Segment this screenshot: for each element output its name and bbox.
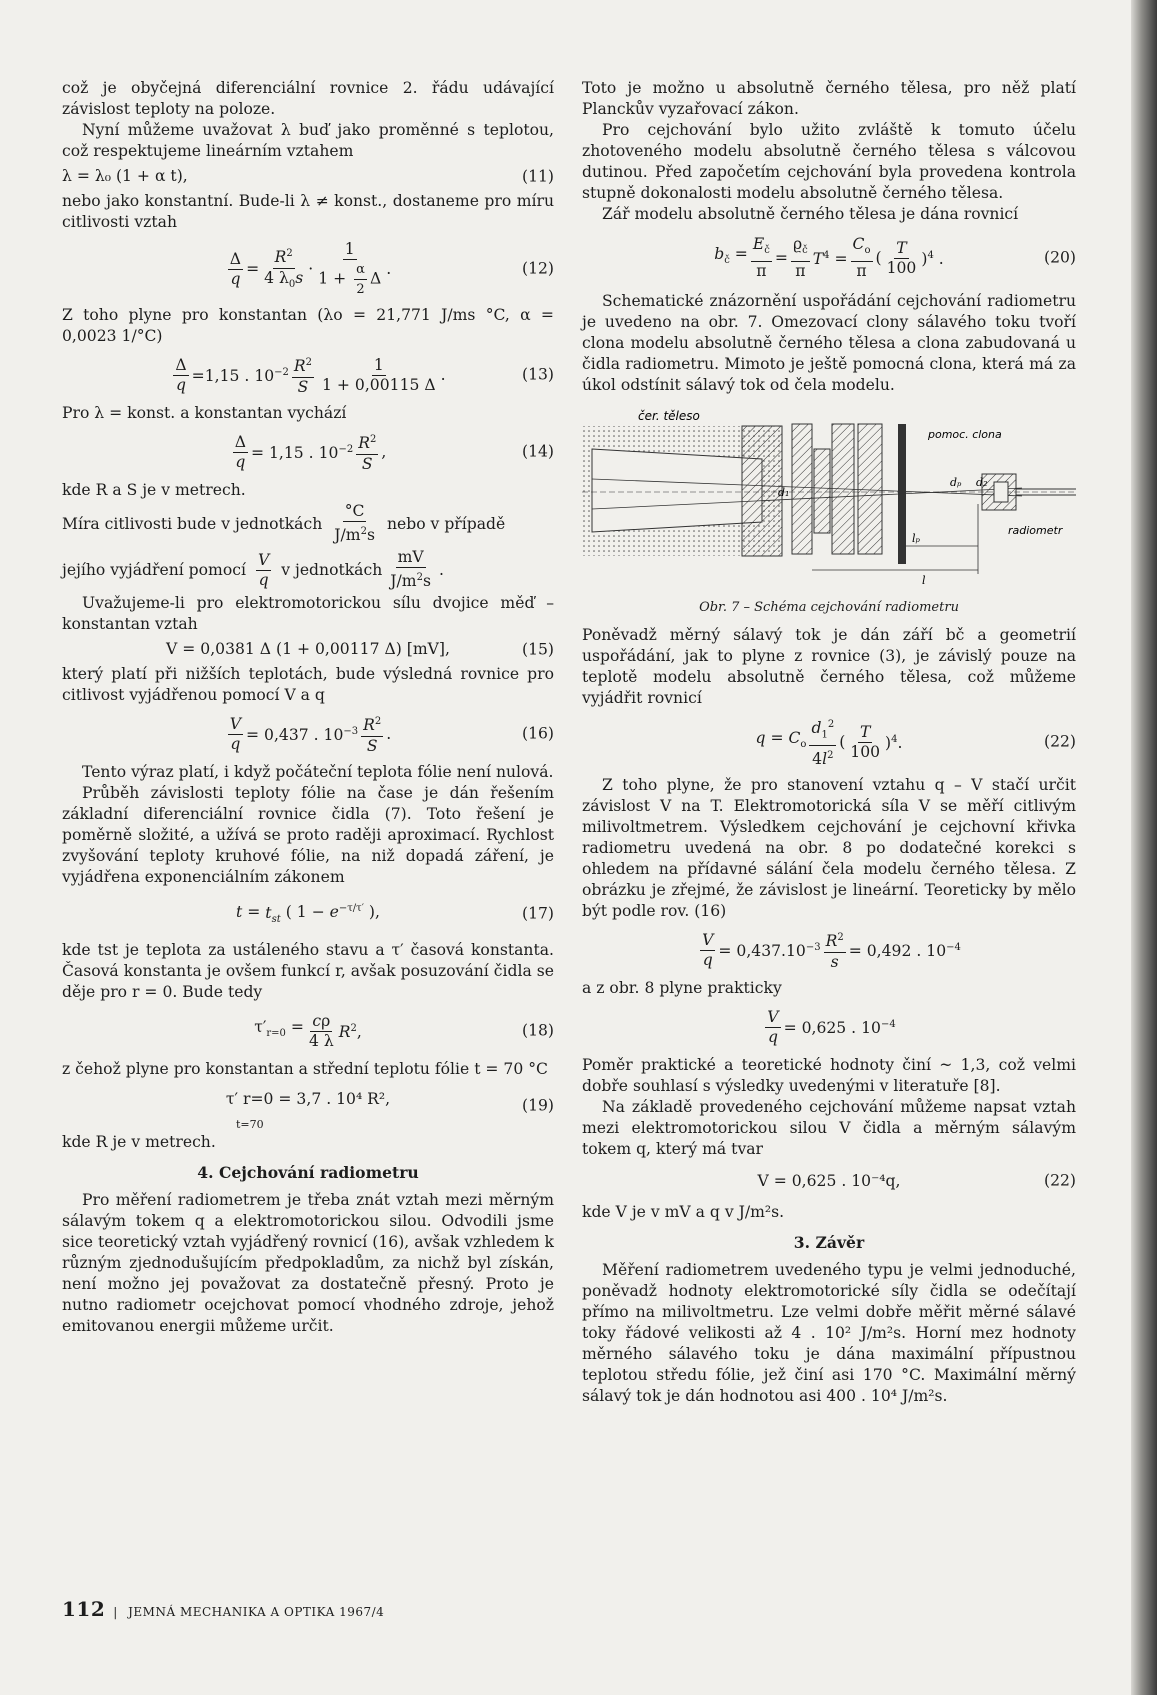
left-paragraph: kde tst je teplota za ustáleného stavu a τ′ časová konstanta. Časová konstanta je ovšem funkcí r, avšak posuzování čidla se děje pro r = 0. Bude tedy	[62, 941, 554, 1001]
calibration-schematic	[582, 404, 1076, 594]
equation-number: (18)	[521, 1021, 554, 1040]
left-paragraph: z čehož plyne pro konstantan a střední teplotu fólie t = 70 °C	[62, 1060, 548, 1078]
right-paragraph: Zář modelu absolutně černého tělesa je dána rovnicí	[602, 205, 1019, 223]
page-edge-shadow	[1131, 0, 1157, 1695]
right-paragraph: kde V je v mV a q v J/m²s.	[582, 1203, 785, 1221]
diaphragm-1	[792, 424, 812, 554]
black-body-wall	[742, 426, 782, 556]
label-radiometer: radiometr	[1008, 524, 1063, 537]
label-aux-diaphragm: pomoc. clona	[928, 428, 1002, 441]
left-paragraph: Z toho plyne pro konstantan (λo = 21,771 J/ms °C, α = 0,0023 1/°C)	[62, 306, 554, 345]
text: jejího vyjádření pomocí	[62, 561, 246, 579]
label-dp: dₚ	[950, 476, 962, 489]
equation-number: (22)	[1043, 732, 1076, 751]
right-paragraph: Měření radiometrem uvedeného typu je velmi jednoduché, poněvadž hodnoty elektromotorické síly čidla se odečítají přímo na milivoltmetru. Lze velmi dobře měřit měrné sálavé toky řádové velikosti až 4 . 10² J/m²s. Horní mez hodnoty měrného sálavého toku je dána maximální přípustnou teplotou středu fólie, jež činí asi 170 °C. Maximální měrný sálavý tok je dán hodnotou asi 400 . 10⁴ J/m²s.	[582, 1261, 1076, 1405]
equation-12: $\frac{\Delta}{q}$ = $\frac{R^2}{4 \lambda_0s}$ · 1 1 + $\frac{\alpha}{2}$ Δ . (12)	[229, 239, 554, 297]
text: Míra citlivosti bude v jednotkách	[62, 515, 323, 533]
equation-22a: $q = C_o$ $\frac{d_1^2}{4l^2}$ ( $\frac{T}{100}$ )$^4$. (22)	[582, 713, 1076, 771]
equation-practical: $\frac{V}{q}$ = 0,625 . $10^{-4}$	[767, 1007, 896, 1046]
equation-theoretical: $\frac{V}{q}$ = $0,437.10^{-3}$ $\frac{R^2}{s}$ = 0,492 . $10^{-4}$	[582, 926, 1076, 974]
diaphragm-4	[858, 424, 882, 554]
label-black-body: čer. těleso	[638, 409, 700, 423]
equation-text: τ′ r=0 = 3,7 . 10⁴ R²,	[225, 1089, 391, 1108]
radiometer-sensor	[994, 482, 1008, 502]
right-paragraph: Poměr praktické a teoretické hodnoty činí ~ 1,3, což velmi dobře souhlasí s výsledky uvedenými v literatuře [8].	[582, 1056, 1076, 1095]
equation-text: λ = λ₀ (1 + α t),	[62, 167, 188, 185]
right-paragraph: Schematické znázornění uspořádání cejchování radiometru je uvedeno na obr. 7. Omezovací clony sálavého toku tvoří clona modelu absolutně černého tělesa a clona zabudovaná u čidla radiometru. Mimoto je ještě pomocná clona, která má za úkol odstínit sálavý tok od čela modelu.	[582, 292, 1076, 394]
left-paragraph: Uvažujeme-li pro elektromotorickou sílu dvojice měď – konstantan vztah	[62, 594, 554, 633]
left-paragraph: nebo jako konstantní. Bude-li λ ≠ konst., dostaneme pro míru citlivosti vztah	[62, 192, 554, 231]
section-heading: 3. Závěr	[793, 1233, 865, 1252]
equation-15	[62, 639, 554, 660]
left-paragraph: Průběh závislosti teploty fólie na čase je dán řešením základní diferenciální rovnice čidla (7). Toto řešení je poměrně složité, a užívá se proto raději aproximací. Rychlost zvyšování teploty kruhové fólie, na niž dopadá záření, je vyjádřena exponenciálním zákonem	[62, 784, 554, 886]
equation-22b	[582, 1164, 1076, 1198]
equation-16: $\frac{V}{q}$ = 0,437 . $10^{-3}$ $\frac{R^2}{S}$ . (16)	[62, 710, 554, 758]
page-number: 112	[62, 1597, 106, 1621]
right-paragraph: Poněvadž měrný sálavý tok je dán září bč a geometrií uspořádání, jak to plyne z rovnice (3), je závislý pouze na teplotě modelu absolutně černého tělesa, což můžeme vyjádřit rovnicí	[582, 626, 1076, 707]
units-line-2: jejího vyjádření pomocí $\frac{V}{q}$ v jednotkách $\frac{mV}{J/m^2s}$ .	[62, 548, 444, 591]
section-heading: 4. Cejchování radiometru	[197, 1163, 419, 1182]
right-paragraph: Na základě provedeného cejchování můžeme napsat vztah mezi elektromotorickou silou V čidla a měrným sálavým tokem q, který má tvar	[582, 1098, 1076, 1158]
equation-11	[62, 166, 554, 187]
left-paragraph: což je obyčejná diferenciální rovnice 2. řádu udávající závislost teploty na poloze.	[62, 79, 554, 118]
label-d1: d₁	[778, 486, 790, 499]
right-paragraph: Pro cejchování bylo užito zvláště k tomuto účelu zhotoveného modelu absolutně černého tělesa s válcovou dutinou. Před započetím cejchování byla provedena kontrola stupně dokonalosti modelu absolutně černého tělesa.	[582, 121, 1076, 202]
equation-number: (16)	[521, 724, 554, 743]
right-paragraph: a z obr. 8 plyne prakticky	[582, 979, 782, 997]
right-paragraph: Toto je možno u absolutně černého tělesa, pro něž platí Planckův vyzařovací zákon.	[582, 79, 1076, 118]
right-paragraph: Z toho plyne, že pro stanovení vztahu q – V stačí určit závislost V na T. Elektromotorická síla V se měří citlivým milivoltmetrem. Výsledkem cejchování je cejchovní křivka radiometru uvedená na obr. 8 po dodatečné korekci s ohledem na přídavné sálání čela modelu černého tělesa. Z obrázku je zřejmé, že závislost je lineární. Teoreticky by mělo být podle rov. (16)	[582, 776, 1076, 920]
equation-text: V = 0,0381 Δ (1 + 0,00117 Δ) [mV],	[166, 640, 450, 658]
left-paragraph: Nyní můžeme uvažovat λ buď jako proměnné s teplotou, což respektujeme lineárním vztahem	[62, 121, 554, 160]
label-lp: lₚ	[912, 532, 920, 545]
left-paragraph: Tento výraz platí, i když počáteční teplota fólie není nulová.	[82, 763, 554, 781]
left-paragraph: který platí při nižších teplotách, bude výsledná rovnice pro citlivost vyjádřenou pomocí V a q	[62, 665, 554, 704]
text: nebo v případě	[386, 515, 506, 533]
equation-subscript: t=70	[236, 1118, 264, 1131]
equation-20: $b_č$ = $\frac{E_č}{\pi}$ = $\frac{ϱ_č}{\pi}$ $T^4$ = $\frac{C_o}{\pi}$ ( $\frac{T}{100}$ )$^4$ . (20)	[714, 235, 1076, 280]
right-column	[582, 78, 1076, 1407]
equation-number: (12)	[521, 259, 554, 278]
equation-number: (15)	[521, 640, 554, 658]
left-paragraph: kde R a S je v metrech.	[62, 481, 246, 499]
equation-number: (19)	[521, 1096, 554, 1115]
journal-name: JEMNÁ MECHANIKA A OPTIKA 1967/4	[128, 1605, 385, 1619]
equation-19	[62, 1084, 554, 1131]
equation-number: (11)	[521, 167, 554, 185]
figure-7	[582, 404, 1076, 594]
equation-number: (22)	[1043, 1171, 1076, 1190]
left-paragraph: Pro měření radiometrem je třeba znát vztah mezi měrným sálavým tokem q a elektromotorickou silou. Odvodili jsme sice teoretický vztah vyjádřený rovnicí (16), avšak vzhledem k různým zjednodušujícím předpokladům, za nichž byl získán, není možno jej považovat za dostatečně přesný. Proto je nutno radiometr ocejchovat pomocí vhodného zdroje, jehož emitovanou energii můžeme určit.	[62, 1191, 554, 1335]
equation-13: $\frac{\Delta}{q}$ =1,15 . $10^{-2}$ $\frac{R^2}{S}$ $\frac{1}{1 + 0,00115 \Delta}$ . (13)	[62, 351, 554, 399]
label-d2: d₂	[976, 476, 988, 489]
diaphragm-2	[814, 449, 830, 533]
equation-number: (14)	[521, 442, 554, 461]
equation-number: (17)	[521, 904, 554, 923]
equation-text: V = 0,625 . 10⁻⁴q,	[757, 1171, 901, 1190]
text: v jednotkách	[281, 561, 383, 579]
units-line-1: Míra citlivosti bude v jednotkách $\frac{^\circ C}{J/m^2s}$ nebo v případě	[62, 502, 506, 545]
left-column	[62, 78, 554, 1337]
figure-caption: Obr. 7 – Schéma cejchování radiometru	[699, 600, 959, 615]
equation-number: (20)	[1043, 248, 1076, 267]
black-body-cavity	[592, 449, 762, 532]
left-paragraph: Pro λ = konst. a konstantan vychází	[62, 404, 347, 422]
equation-18: $\tau'_{r=0}$ = $\frac{c\rho}{4 \lambda}$ $R^2$, (18)	[254, 1011, 554, 1050]
page-footer: 112 | JEMNÁ MECHANIKA A OPTIKA 1967/4	[62, 1597, 385, 1621]
label-l: l	[922, 574, 926, 587]
left-paragraph: kde R je v metrech.	[62, 1133, 216, 1151]
equation-14: $\frac{\Delta}{q}$ = 1,15 . $10^{-2}$ $\frac{R^2}{S}$ , (14)	[62, 428, 554, 476]
equation-number: (13)	[521, 365, 554, 384]
equation-17: $t = t_{st}$ ( $1 - e^{-\tau/\tau'}$ ), (17)	[236, 903, 554, 925]
